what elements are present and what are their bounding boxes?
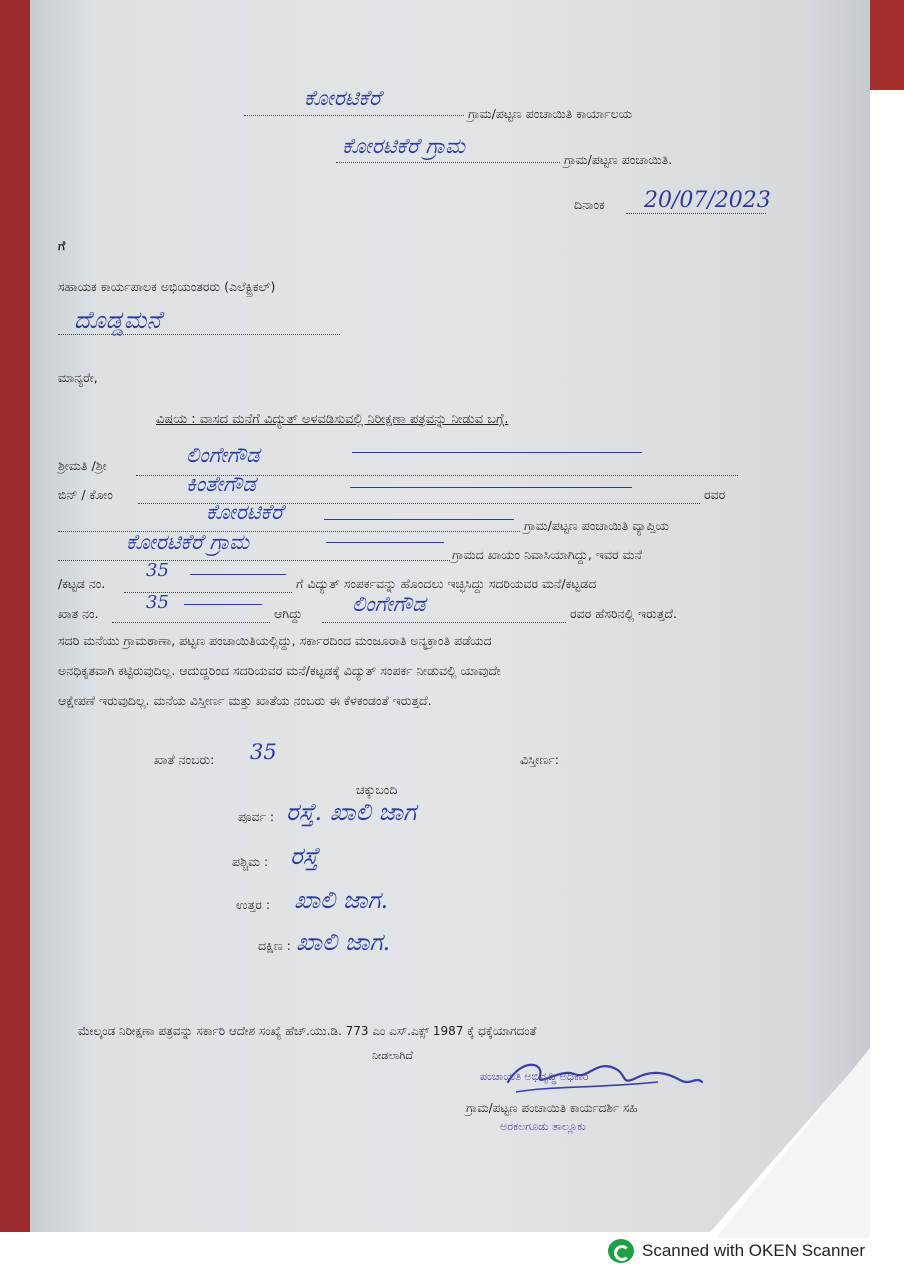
scanned-paper — [30, 0, 870, 1232]
khata-value: 35 — [146, 592, 169, 613]
date-label: ದಿನಾಂಕ — [574, 197, 605, 212]
village2-ink-rule — [326, 542, 444, 543]
office-dotted-line — [244, 115, 464, 116]
date-value: 20/07/2023 — [644, 188, 771, 213]
khata-ink-rule — [184, 604, 262, 605]
area-label: ವಿಸ್ತೀರ್ಣ: — [520, 752, 559, 767]
south-value: ಖಾಲಿ ಜಾಗ. — [296, 928, 391, 956]
house-no-value: 35 — [146, 560, 169, 581]
red-binding-right — [866, 0, 904, 90]
khata-dotted-line — [112, 622, 270, 623]
salutation: ಮಾನ್ಯರೇ, — [58, 370, 98, 385]
west-value: ರಸ್ತೆ — [290, 842, 319, 870]
place-handwritten: ದೊಡ್ಡಮನೆ — [74, 306, 161, 334]
paragraph-line-2: ಅನಧಿಕೃತವಾಗಿ ಕಟ್ಟಿರುವುದಿಲ್ಲ. ಆದುದ್ದರಿಂದ ಸದರಿಯವರ ಮನೆ/ಕಟ್ಟಡಕ್ಕೆ ವಿದ್ಯುತ್ ಸಂಪರ್ಕ ನೀಡುವಲ್ಲಿ ಯಾವುದೇ — [58, 663, 501, 678]
date-dotted-line — [626, 213, 766, 214]
khata-label: ಖಾತ ನಂ. — [58, 606, 99, 621]
boundary-title: ಚಕ್ಕುಬಂದಿ — [356, 782, 398, 797]
stamp-line-2: ಅರಕಲಗೂಡು ತಾಲ್ಲೂಕು — [500, 1120, 586, 1133]
village-ink-rule — [324, 519, 514, 520]
name-ink-rule — [352, 452, 642, 453]
north-label: ಉತ್ತರ : — [236, 897, 271, 912]
signatory-label: ಗ್ರಾಮ/ಪಟ್ಟಣ ಪಂಚಾಯಿತಿ ಕಾರ್ಯದರ್ಶಿ ಸಹಿ — [466, 1101, 638, 1115]
office-label: ಗ್ರಾಮ/ಪಟ್ಟಣ ಪಂಚಾಯಿತಿ ಕಾರ್ಯಾಲಯ — [468, 106, 633, 121]
stamp-line-1: ಪಂಚಾಯತಿ ಅಭಿವೃದ್ಧಿ ಅಧಿಕಾರಿ — [480, 1070, 589, 1083]
khata-number-value: 35 — [250, 740, 277, 764]
village2-handwritten: ಕೋರಟಿಕೆರೆ ಗ್ರಾಮ — [126, 530, 250, 554]
scanner-footer — [608, 1238, 865, 1264]
name-handwritten: ಲಿಂಗೇಗೌಡ — [186, 443, 260, 467]
vyapti-label: ಗ್ರಾಮ/ಪಟ್ಟಣ ಪಂಚಾಯಿತಿ ವ್ಯಾಪ್ತಿಯ — [524, 518, 669, 533]
house-no-label: /ಕಟ್ಟಡ ನಂ. — [58, 576, 106, 591]
south-label: ದಕ್ಷಿಣ : — [258, 938, 291, 953]
office-name-handwritten: ಕೋರಟಿಕೆರೆ — [304, 86, 381, 110]
place-dotted-line — [58, 334, 340, 335]
owner-dotted-line — [322, 622, 566, 623]
paragraph-line-3: ಆಕ್ಷೇಪಣೆ ಇರುವುದಿಲ್ಲ. ಮನೆಯ ವಿಸ್ತೀರ್ಣ ಮತ್ತು ಖಾತೆಯ ನಂಬರು ಈ ಕೆಳಕಂಡಂತೆ ಇರುತ್ತದೆ. — [58, 693, 432, 708]
owner-suffix: ರವರ ಹೆಸರಿನಲ್ಲಿ ಇರುತ್ತದೆ. — [570, 606, 677, 621]
addressee-designation: ಸಹಾಯಕ ಕಾರ್ಯಪಾಲಕ ಅಭಿಯಂತರರು (ಎಲೆಕ್ಟ್ರಿಕಲ್) — [58, 279, 276, 294]
father-ink-rule — [350, 487, 632, 488]
bin-label: ಬಿನ್ / ಕೋಂ — [58, 487, 113, 502]
khata-number-label: ಖಾತೆ ನಂಬರು: — [154, 752, 215, 767]
residence-text: ಗ್ರಾಮದ ಖಾಯಂ ನಿವಾಸಿಯಾಗಿದ್ದು, ಇವರ ಮನೆ — [452, 547, 642, 562]
village-handwritten: ಕೋರಟಿಕೆರೆ — [206, 500, 283, 524]
agiddu-text: ಆಗಿದ್ದು — [274, 606, 303, 621]
closing-line-1: ಮೇಲ್ಕಂಡ ನಿರೀಕ್ಷಣಾ ಪತ್ರವನ್ನು ಸರ್ಕಾರಿ ಆದೇಶ ಸಂಖ್ಯೆ ಹೆಚ್.ಯು.ಡಿ. 773 ಎಂ ಎಸ್.ಎಕ್ಸ್ 1987 ಕ್ಕೆ ಧಕ್ಕೆಯಾಗದಂತೆ — [78, 1024, 537, 1038]
village2-dotted-line — [58, 560, 450, 561]
ravara-label: ರವರ — [704, 487, 726, 502]
shrimati-label: ಶ್ರೀಮತಿ /ಶ್ರೀ — [58, 458, 107, 473]
paragraph-line-1: ಸದರಿ ಮನೆಯು ಗ್ರಾಮಠಾಣಾ, ಪಟ್ಟಣ ಪಂಚಾಯಿತಿಯಲ್ಲಿದ್ದು, ಸರ್ಕಾರದಿಂದ ಮಂಜೂರಾತಿ ಅನ್ಯಕ್ರಾಂತಿ ಪಡೆಯದ — [58, 633, 492, 648]
west-label: ಪಶ್ಚಿಮ : — [232, 854, 269, 869]
subject-line: ವಿಷಯ : ವಾಸದ ಮನೆಗೆ ವಿದ್ಯುತ್ ಅಳವಡಿಸುವಲ್ಲಿ ನಿರೀಕ್ಷಣಾ ಪತ್ರವನ್ನು ನೀಡುವ ಬಗ್ಗೆ. — [156, 412, 509, 427]
closing-line-2: ನೀಡಲಾಗಿದೆ — [372, 1049, 413, 1062]
east-value: ರಸ್ತೆ. ಖಾಲಿ ಜಾಗ — [286, 798, 417, 826]
connection-text: ಗೆ ವಿದ್ಯುತ್ ಸಂಪರ್ಕವನ್ನು ಹೊಂದಲು ಇಚ್ಛಿಸಿದ್ದು ಸದರಿಯವರ ಮನೆ/ಕಟ್ಟಡದ — [296, 576, 597, 591]
panchayat-dotted-line — [336, 162, 560, 163]
father-handwritten: ಕಿಂತೇಗೌಡ — [186, 472, 256, 496]
panchayat-label: ಗ್ರಾಮ/ಪಟ್ಟಣ ಪಂಚಾಯಿತಿ. — [564, 152, 673, 167]
footer-text: Scanned with OKEN Scanner — [642, 1241, 866, 1260]
oken-logo-icon — [608, 1239, 634, 1263]
east-label: ಪೂರ್ವ : — [238, 809, 275, 824]
house-no-ink-rule — [190, 574, 286, 575]
panchayat-name-handwritten: ಕೋರಟಿಕೆರೆ ಗ್ರಾಮ — [342, 134, 466, 158]
north-value: ಖಾಲಿ ಜಾಗ. — [294, 886, 389, 914]
owner-handwritten: ಲಿಂಗೇಗೌಡ — [352, 592, 426, 616]
to-label: ಗೆ — [58, 238, 66, 253]
